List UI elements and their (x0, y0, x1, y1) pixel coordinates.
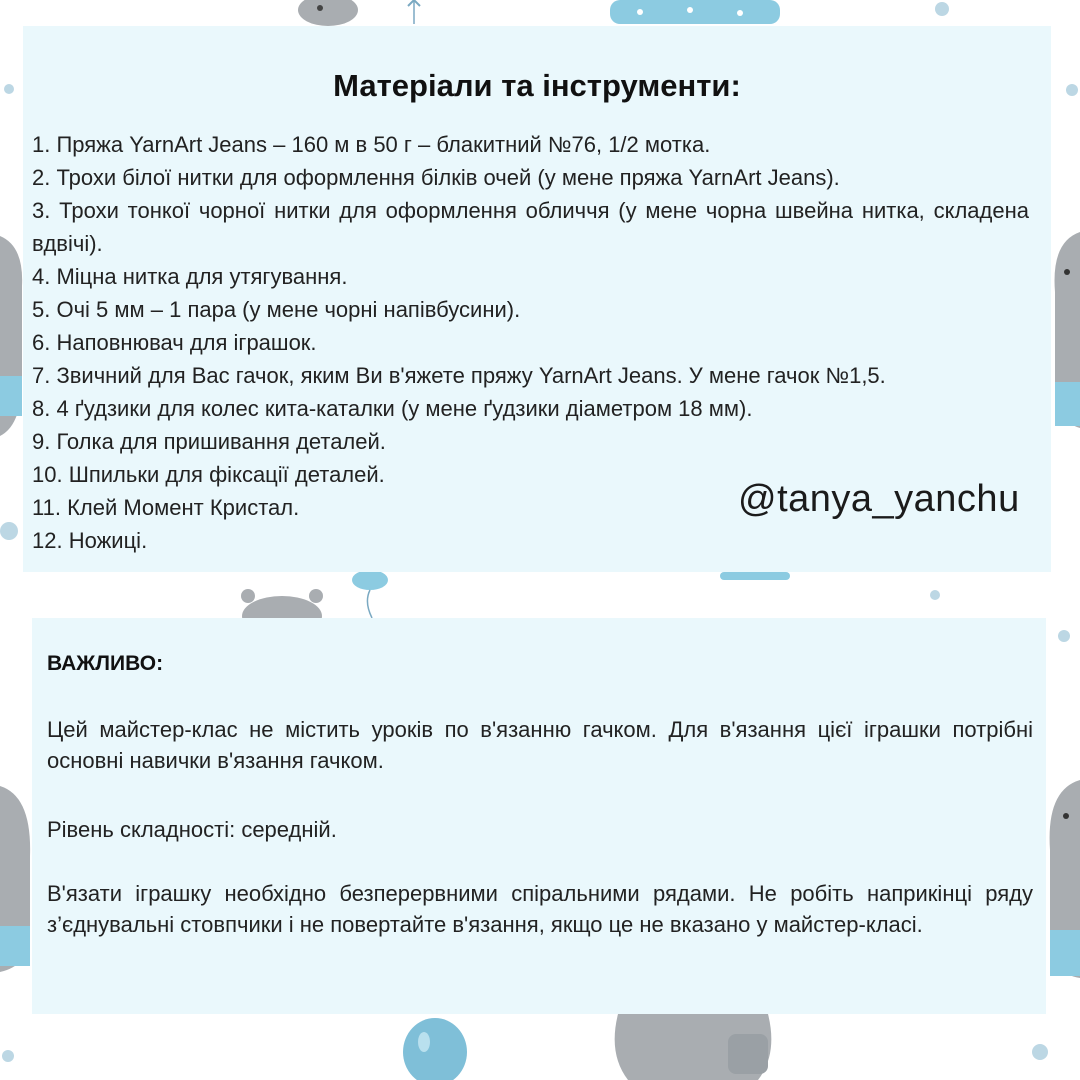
list-item: 8. 4 ґудзики для колес кита-каталки (у мене ґудзики діаметром 18 мм). (32, 396, 753, 421)
list-item: 2. Трохи білої нитки для оформлення білків очей (у мене пряжа YarnArt Jeans). (32, 165, 840, 190)
hippo-illustration (1051, 232, 1080, 432)
list-item: 4. Міцна нитка для утягування. (32, 264, 348, 289)
list-item: 9. Голка для пришивання деталей. (32, 429, 386, 454)
list-item: 7. Звичний для Вас гачок, яким Ви в'яжете пряжу YarnArt Jeans. У мене гачок №1,5. (32, 363, 886, 388)
hippo-illustration (600, 0, 790, 26)
hippo-illustration (288, 0, 368, 26)
hippo-illustration (0, 226, 24, 446)
hippo-illustration (236, 588, 328, 618)
important-heading: ВАЖЛИВО: (47, 652, 164, 675)
balloon-illustration (350, 572, 390, 618)
hippo-illustration (608, 1014, 778, 1080)
balloon-illustration (400, 1012, 470, 1080)
polka-dot (1032, 1044, 1048, 1060)
polka-dot (1058, 630, 1070, 642)
important-paragraph: Цей майстер-клас не містить уроків по в'язанню гачком. Для в'язання цієї іграшки потрібні основні навички в'язання гачком. (47, 717, 1033, 773)
polka-dot (930, 590, 940, 600)
polka-dot (935, 2, 949, 16)
polka-dot (4, 84, 14, 94)
list-item: 11. Клей Момент Кристал. (32, 495, 300, 520)
hippo-illustration (720, 572, 790, 582)
polka-dot (0, 522, 18, 540)
polka-dot (1066, 84, 1078, 96)
difficulty-level: Рівень складності: середній. (47, 817, 337, 842)
author-handle: @tanya_yanchu (738, 478, 1020, 520)
list-item: 5. Очі 5 мм – 1 пара (у мене чорні напівбусини). (32, 297, 521, 322)
important-card (32, 618, 1046, 1014)
important-paragraph: В'язати іграшку необхідно безперервними спіральними рядами. Не робіть наприкінці ряду з’єднувальні стовпчики і не повертайте в'язання, якщо це не вказано у майстер-класі. (47, 881, 1033, 937)
list-item: 3. Трохи тонкої чорної нитки для оформлення обличчя (у мене чорна швейна нитка, складена вдвічі). (32, 198, 1029, 256)
hippo-illustration (0, 786, 32, 976)
hippo-illustration (1046, 780, 1080, 980)
balloon-illustration (404, 0, 424, 24)
polka-dot (2, 1050, 14, 1062)
list-item: 6. Наповнювач для іграшок. (32, 330, 317, 355)
list-item: 1. Пряжа YarnArt Jeans – 160 м в 50 г – блакитний №76, 1/2 мотка. (32, 132, 711, 157)
list-item: 12. Ножиці. (32, 528, 148, 553)
materials-card (23, 26, 1051, 572)
list-item: 10. Шпильки для фіксації деталей. (32, 462, 385, 487)
materials-title: Матеріали та інструменти: (333, 68, 741, 103)
